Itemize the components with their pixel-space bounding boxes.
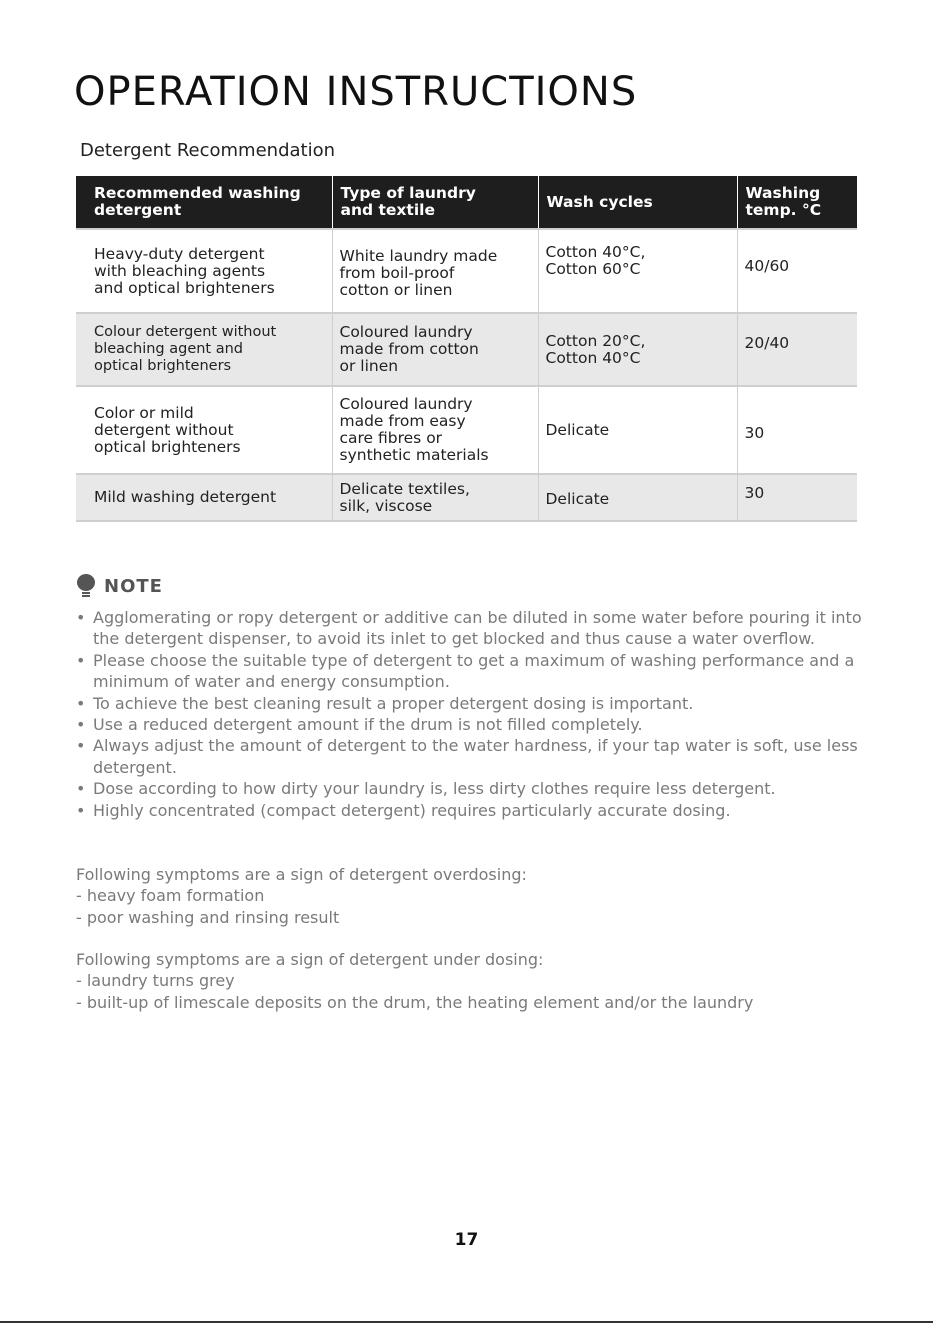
table-row xyxy=(76,313,857,386)
cell-cycles: Delicate xyxy=(538,474,737,521)
cell-laundry: Delicate textiles, silk, viscose xyxy=(332,474,538,521)
column-header-detergent: Recommended washing detergent xyxy=(76,176,332,229)
column-header-temp: Washing temp. °C xyxy=(737,176,857,229)
list-item: • Highly concentrated (compact detergent) requires particularly accurate dosing. xyxy=(76,800,731,820)
list-item: • To achieve the best cleaning result a proper detergent dosing is important. xyxy=(76,693,694,713)
list-item: • Always adjust the amount of detergent to the water hardness, if your tap water is soft, use less detergent. xyxy=(76,736,858,777)
table-header-row xyxy=(76,176,857,229)
table-row xyxy=(76,229,857,313)
list-item: • Agglomerating or ropy detergent or additive can be diluted in some water before pouring it into the detergent dispenser, to avoid its inlet to get blocked and thus cause a water overflow. xyxy=(76,608,862,649)
note-heading xyxy=(76,574,163,598)
underdosing-section xyxy=(76,949,866,1013)
note-list xyxy=(76,607,866,821)
list-item: • Dose according to how dirty your laundry is, less dirty clothes require less detergent. xyxy=(76,779,776,799)
page-number: 17 xyxy=(454,1230,479,1250)
page-title: OPERATION INSTRUCTIONS xyxy=(74,69,638,115)
list-item: - built-up of limescale deposits on the drum, the heating element and/or the laundry xyxy=(76,992,754,1012)
cell-detergent: Mild washing detergent xyxy=(76,474,332,521)
list-item: • Use a reduced detergent amount if the drum is not filled completely. xyxy=(76,715,643,735)
cell-laundry: Coloured laundry made from easy care fibres or synthetic materials xyxy=(332,386,538,474)
cell-temp: 30 xyxy=(737,386,857,474)
cell-temp: 40/60 xyxy=(737,229,857,313)
cell-laundry: White laundry made from boil-proof cotton or linen xyxy=(332,229,538,313)
table-row xyxy=(76,474,857,521)
list-item: • Please choose the suitable type of detergent to get a maximum of washing performance and a minimum of water and energy consumption. xyxy=(76,650,855,692)
section-subtitle: Detergent Recommendation xyxy=(80,140,336,161)
cell-cycles: Delicate xyxy=(538,386,737,474)
cell-laundry: Coloured laundry made from cotton or linen xyxy=(332,313,538,386)
lightbulb-icon xyxy=(76,574,96,598)
cell-detergent: Color or mild detergent without optical brighteners xyxy=(76,386,332,474)
note-label: NOTE xyxy=(104,575,163,597)
cell-cycles: Cotton 20°C, Cotton 40°C xyxy=(538,313,737,386)
overdosing-heading: Following symptoms are a sign of detergent overdosing: xyxy=(76,865,527,884)
cell-temp: 30 xyxy=(737,474,857,521)
detergent-table xyxy=(76,176,857,522)
cell-detergent: Colour detergent without bleaching agent and optical brighteners xyxy=(76,313,332,386)
list-item: - heavy foam formation xyxy=(76,886,265,906)
column-header-cycles: Wash cycles xyxy=(538,176,737,229)
bottom-rule xyxy=(0,1321,933,1323)
table-row xyxy=(76,386,857,474)
cell-detergent: Heavy-duty detergent with bleaching agents and optical brighteners xyxy=(76,229,332,313)
cell-temp: 20/40 xyxy=(737,313,857,386)
list-item: - laundry turns grey xyxy=(76,971,235,991)
list-item: - poor washing and rinsing result xyxy=(76,907,340,927)
underdosing-heading: Following symptoms are a sign of detergent under dosing: xyxy=(76,950,544,969)
overdosing-section xyxy=(76,864,866,928)
column-header-laundry: Type of laundry and textile xyxy=(332,176,538,229)
cell-cycles: Cotton 40°C, Cotton 60°C xyxy=(538,229,737,313)
